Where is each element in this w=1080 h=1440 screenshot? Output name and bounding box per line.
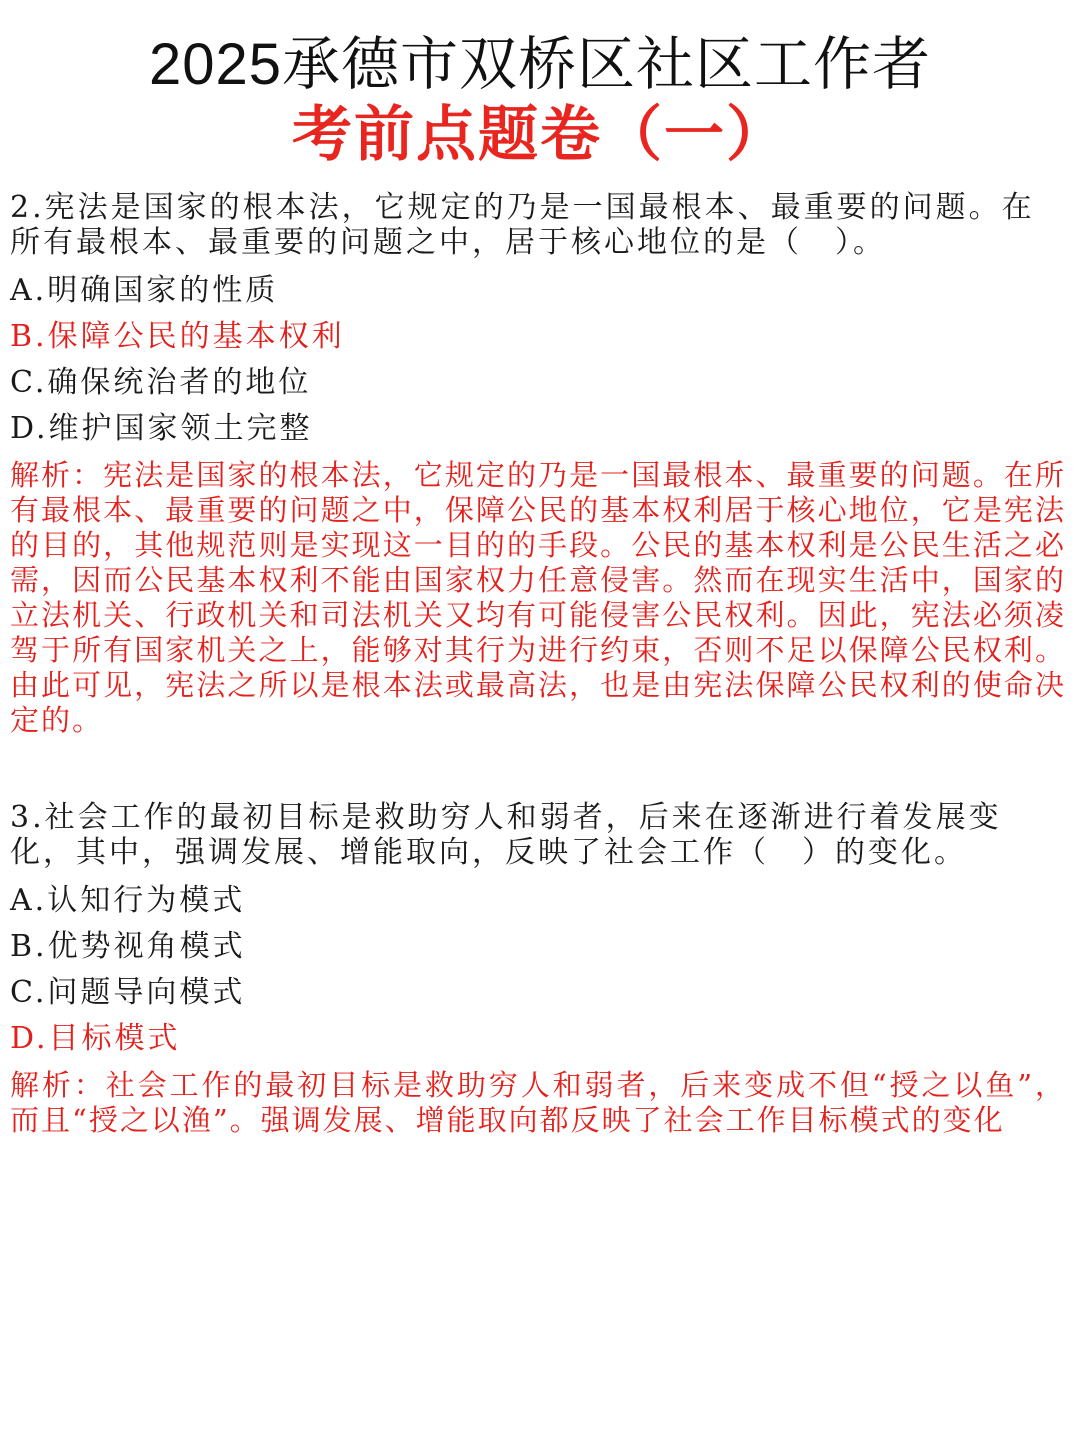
page-header bbox=[0, 0, 1080, 170]
option-d: D.维护国家领土完整 bbox=[10, 411, 313, 446]
option-a: A.认知行为模式 bbox=[10, 883, 246, 918]
option-c: C.确保统治者的地位 bbox=[10, 365, 312, 400]
question-list bbox=[10, 190, 1066, 1138]
page-subtitle: 考前点题卷（一） bbox=[292, 101, 788, 168]
question-stem: 3.社会工作的最初目标是救助穷人和弱者，后来在逐渐进行着发展变化，其中，强调发展、增能取向，反映了社会工作（ ）的变化。 bbox=[10, 800, 1002, 870]
analysis-text: 解析：社会工作的最初目标是救助穷人和弱者，后来变成不但“授之以鱼”，而且“授之以渔”。强调发展、增能取向都反映了社会工作目标模式的变化 bbox=[10, 1068, 1066, 1137]
option-a: A.明确国家的性质 bbox=[10, 273, 279, 308]
question-2 bbox=[10, 190, 1066, 738]
page-title: 2025承德市双桥区社区工作者 bbox=[148, 32, 932, 97]
option-b: B.优势视角模式 bbox=[10, 929, 246, 964]
option-c: C.问题导向模式 bbox=[10, 975, 246, 1010]
question-stem: 2.宪法是国家的根本法，它规定的乃是一国最根本、最重要的问题。在所有最根本、最重要的问题之中，居于核心地位的是（ ）。 bbox=[10, 190, 1035, 260]
option-d-correct: D.目标模式 bbox=[10, 1021, 181, 1056]
question-3 bbox=[10, 800, 1066, 1138]
analysis-text: 解析：宪法是国家的根本法，它规定的乃是一国最根本、最重要的问题。在所有最根本、最重要的问题之中，保障公民的基本权利居于核心地位，它是宪法的目的，其他规范则是实现这一目的的手段。公民的基本权利是公民生活之必需，因而公民基本权利不能由国家权力任意侵害。然而在现实生活中，国家的立法机关、行政机关和司法机关又均有可能侵害公民权利。因此，宪法必须凌驾于所有国家机关之上，能够对其行为进行约束，否则不足以保障公民权利。由此可见，宪法之所以是根本法或最高法，也是由宪法保障公民权利的使命决定的。 bbox=[10, 458, 1066, 737]
option-b-correct: B.保障公民的基本权利 bbox=[10, 319, 345, 354]
question-divider-space bbox=[10, 738, 1066, 800]
